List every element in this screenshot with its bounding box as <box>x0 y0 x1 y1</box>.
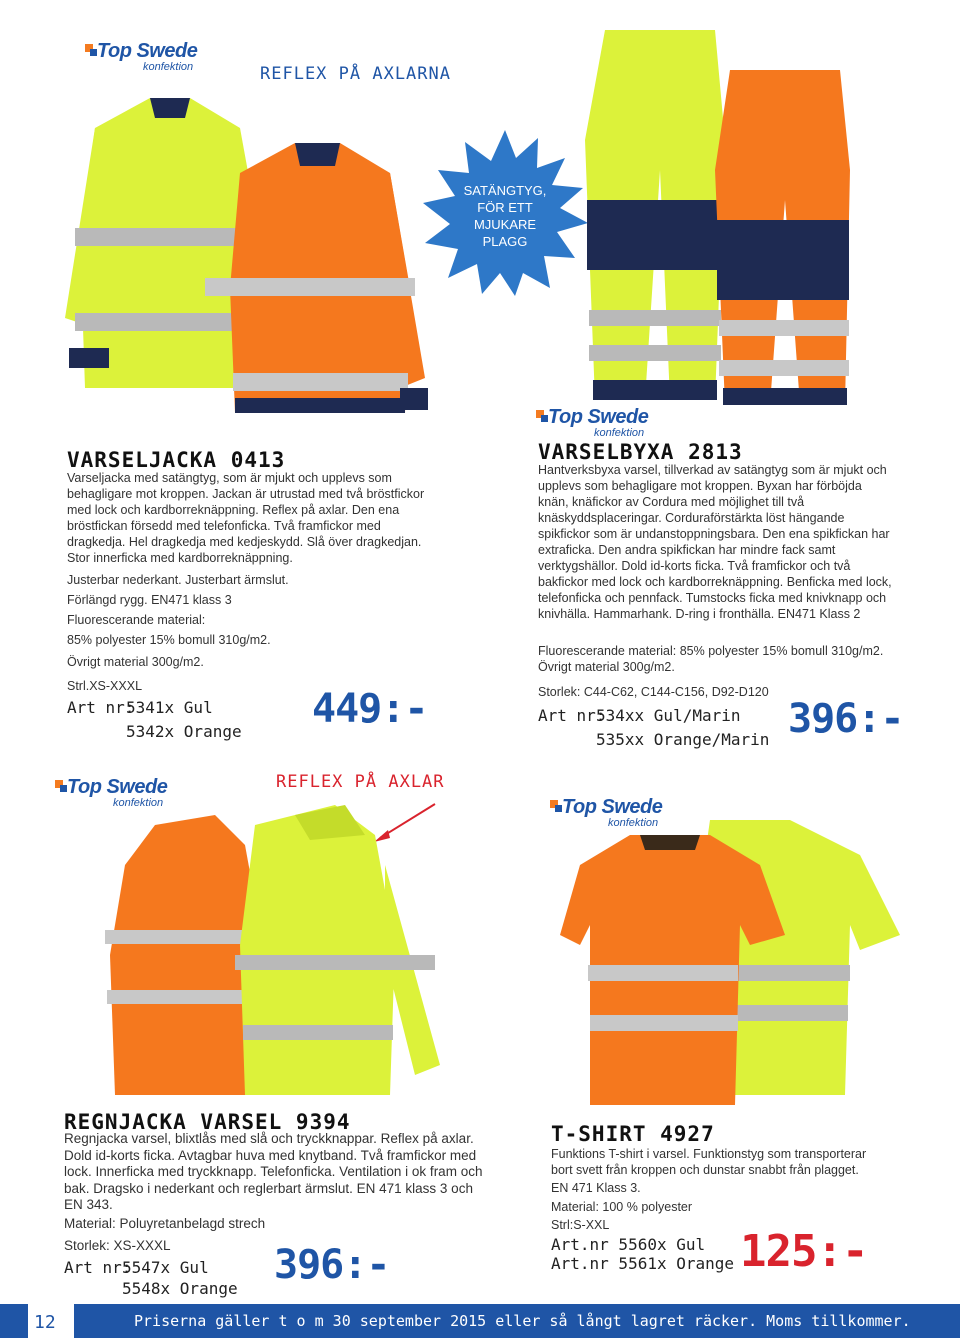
tshirt-illustration <box>560 815 930 1105</box>
jacket-line1: Justerbar nederkant. Justerbart ärmslut. <box>67 573 289 587</box>
trousers-art1: 534xx Gul/Marin <box>596 706 741 725</box>
jacket-description: Varseljacka med satängtyg, som är mjukt och upplevs som behagligare mot kroppen. Jackan är utrustad med två bröstfickor med lock och kardborreknäppning. Reflex på axlar. Den ena bröstfickan försedd med telefonficka. Två framfickor med dragkedja. Hel dragkedja med kedjeskydd. Slå över dragkedjan. Stor innerficka med kardborreknäppning. <box>67 471 425 565</box>
starburst-line: FÖR ETT <box>477 200 533 215</box>
starburst-line: PLAGG <box>482 234 528 249</box>
jacket-line3: Fluorescerande material: <box>67 613 206 627</box>
jacket-illustration <box>55 88 455 428</box>
trousers-sizes: Storlek: C44-C62, C144-C156, D92-D120 <box>538 685 769 699</box>
trousers-title: VARSELBYXA 2813 <box>538 440 743 464</box>
trousers-art2: 535xx Orange/Marin <box>596 730 770 749</box>
jacket-line2: Förlängd rygg. EN471 klass 3 <box>67 593 232 607</box>
starburst-line: MJUKARE <box>473 217 537 232</box>
tshirt-art2: Art.nr 5561x Orange <box>551 1254 735 1273</box>
brand-name: Top Swede <box>67 776 168 798</box>
rain-sizes: Storlek: XS-XXXL <box>64 1238 171 1253</box>
rain-material: Material: Poluyretanbelagd strech <box>64 1216 266 1231</box>
reflex-shoulder-tag: REFLEX PÅ AXLAR <box>276 772 445 792</box>
jacket-line4: 85% polyester 15% bomull 310g/m2. <box>67 633 271 647</box>
reflex-shoulders-tag: REFLEX PÅ AXLARNA <box>260 64 451 84</box>
brand-logo-top <box>85 40 225 84</box>
rain-art2: 5548x Orange <box>122 1279 238 1298</box>
rain-art-label: Art nr: <box>64 1258 132 1277</box>
tshirt-sizes: Strl:S-XXL <box>551 1218 610 1232</box>
brand-name: Top Swede <box>548 406 649 428</box>
jacket-line5: Övrigt material 300g/m2. <box>67 655 204 669</box>
rain-description: Regnjacka varsel, blixtlås med slå och tryckknappar. Reflex på axlar. Dold id-korts ficka. Avtagbar huva med knytband. Två framfickor med lock. Innerficka med tryckknapp. Telefonficka. Ventilation i ok fram och bak. Dragsko i nederkant och reglerbart ärmslut. EN 471 klass 3 och EN 343. <box>64 1131 483 1212</box>
rain-title: REGNJACKA VARSEL 9394 <box>64 1110 351 1134</box>
brand-name: Top Swede <box>97 40 198 62</box>
trousers-description: Hantverksbyxa varsel, tillverkad av satängtyg som är mjukt och upplevs som behagligare mot kroppen. Byxan har förböjda knän, knäfickor av Cordura med möjlighet till två knäskyddsplaceringar. Corduraförstärkta löst hängande spikfickor som är undanstoppningsbara. Den ena spikfickan har extraficka. Den andra spikfickan har mindre fack samt verktygshällor. Dold id-korts ficka. Två framfickor och två bakfickor med lock och kardborreknäppning. Benficka med lock, telefonficka och pennfack. Tumstocks ficka med knivknapp och knivhälla. Hammarhank. D-ring i fronthälla. EN471 Klass 2 <box>538 463 892 621</box>
jacket-art-label: Art nr: <box>67 698 135 717</box>
trousers-price: 396:- <box>788 696 904 742</box>
trousers-illustration <box>575 20 865 410</box>
brand-sub: konfektion <box>594 427 645 439</box>
jacket-price: 449:- <box>312 686 428 732</box>
brand-name: Top Swede <box>562 796 663 818</box>
starburst-text <box>440 182 570 250</box>
page-number: 12 <box>34 1312 56 1333</box>
brand-sub: konfektion <box>143 61 194 73</box>
tshirt-title: T-SHIRT 4927 <box>551 1122 715 1146</box>
tshirt-line2: Material: 100 % polyester <box>551 1200 693 1214</box>
tshirt-description: Funktions T-shirt i varsel. Funktionstyg som transporterar bort svett från kroppen och dunstar snabbt från plagget. <box>551 1147 867 1177</box>
footer-text: Priserna gäller t o m 30 september 2015 eller så långt lagret räcker. Moms tillkommer. <box>134 1312 911 1330</box>
tshirt-line1: EN 471 Klass 3. <box>551 1181 641 1195</box>
trousers-material: Fluorescerande material: 85% polyester 15% bomull 310g/m2. Övrigt material 300g/m2. <box>538 644 884 674</box>
tshirt-price: 125:- <box>740 1226 868 1277</box>
starburst-line: SATÄNGTYG, <box>463 183 547 198</box>
rain-art1: 5547x Gul <box>122 1258 209 1277</box>
jacket-sizes: Strl.XS-XXXL <box>67 679 143 693</box>
rain-price: 396:- <box>274 1242 390 1288</box>
rain-jacket-illustration <box>95 805 455 1105</box>
jacket-art2: 5342x Orange <box>126 722 242 741</box>
brand-sub: konfektion <box>113 797 164 809</box>
trousers-art-label: Art nr: <box>538 706 606 725</box>
brand-sub: konfektion <box>608 817 659 829</box>
jacket-title: VARSELJACKA 0413 <box>67 448 286 472</box>
jacket-art1: 5341x Gul <box>126 698 213 717</box>
tshirt-art1: Art.nr 5560x Gul <box>551 1235 706 1254</box>
